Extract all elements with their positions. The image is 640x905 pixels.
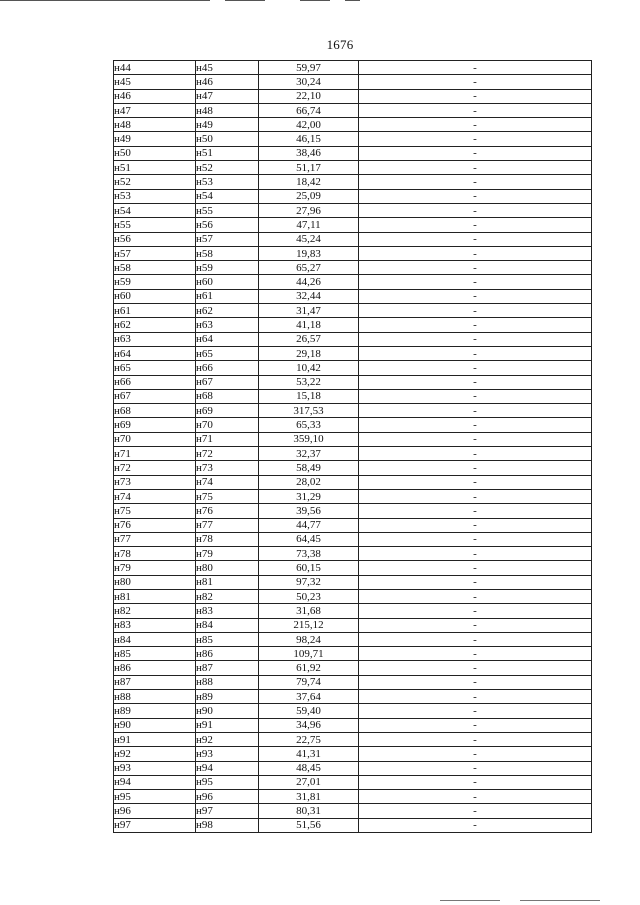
to-point-cell: н89 [196, 690, 259, 704]
from-point-cell: н88 [114, 690, 196, 704]
distance-cell: 31,47 [259, 304, 359, 318]
distance-cell: 10,42 [259, 361, 359, 375]
note-cell: - [359, 661, 592, 675]
distance-cell: 37,64 [259, 690, 359, 704]
distance-cell: 66,74 [259, 103, 359, 117]
from-point-cell: н73 [114, 475, 196, 489]
from-point-cell: н66 [114, 375, 196, 389]
from-point-cell: н84 [114, 632, 196, 646]
table-row [114, 504, 592, 518]
to-point-cell: н63 [196, 318, 259, 332]
table-row [114, 632, 592, 646]
table-row [114, 532, 592, 546]
table-row [114, 89, 592, 103]
from-point-cell: н59 [114, 275, 196, 289]
distance-cell: 29,18 [259, 346, 359, 360]
distance-cell: 26,57 [259, 332, 359, 346]
to-point-cell: н76 [196, 504, 259, 518]
distance-cell: 47,11 [259, 218, 359, 232]
distance-cell: 317,53 [259, 404, 359, 418]
note-cell: - [359, 775, 592, 789]
to-point-cell: н62 [196, 304, 259, 318]
to-point-cell: н71 [196, 432, 259, 446]
note-cell: - [359, 118, 592, 132]
distance-cell: 51,56 [259, 818, 359, 832]
distance-cell: 48,45 [259, 761, 359, 775]
to-point-cell: н97 [196, 804, 259, 818]
distance-cell: 34,96 [259, 718, 359, 732]
to-point-cell: н66 [196, 361, 259, 375]
from-point-cell: н48 [114, 118, 196, 132]
note-cell: - [359, 575, 592, 589]
table-row [114, 103, 592, 117]
note-cell: - [359, 447, 592, 461]
table-row [114, 346, 592, 360]
note-cell: - [359, 675, 592, 689]
distance-cell: 32,44 [259, 289, 359, 303]
distance-cell: 18,42 [259, 175, 359, 189]
note-cell: - [359, 561, 592, 575]
table-row [114, 747, 592, 761]
note-cell: - [359, 461, 592, 475]
from-point-cell: н55 [114, 218, 196, 232]
table-row [114, 146, 592, 160]
table-row [114, 547, 592, 561]
table-row [114, 775, 592, 789]
from-point-cell: н72 [114, 461, 196, 475]
table-row [114, 761, 592, 775]
distance-cell: 27,01 [259, 775, 359, 789]
from-point-cell: н87 [114, 675, 196, 689]
to-point-cell: н86 [196, 647, 259, 661]
to-point-cell: н64 [196, 332, 259, 346]
from-point-cell: н92 [114, 747, 196, 761]
note-cell: - [359, 75, 592, 89]
from-point-cell: н58 [114, 261, 196, 275]
distance-cell: 65,33 [259, 418, 359, 432]
table-body [114, 61, 592, 833]
note-cell: - [359, 275, 592, 289]
from-point-cell: н62 [114, 318, 196, 332]
from-point-cell: н74 [114, 489, 196, 503]
to-point-cell: н72 [196, 447, 259, 461]
to-point-cell: н70 [196, 418, 259, 432]
to-point-cell: н61 [196, 289, 259, 303]
from-point-cell: н68 [114, 404, 196, 418]
distance-cell: 32,37 [259, 447, 359, 461]
note-cell: - [359, 504, 592, 518]
from-point-cell: н46 [114, 89, 196, 103]
from-point-cell: н47 [114, 103, 196, 117]
to-point-cell: н48 [196, 103, 259, 117]
to-point-cell: н91 [196, 718, 259, 732]
from-point-cell: н96 [114, 804, 196, 818]
distance-cell: 45,24 [259, 232, 359, 246]
from-point-cell: н75 [114, 504, 196, 518]
coordinates-table [113, 60, 592, 833]
note-cell: - [359, 261, 592, 275]
note-cell: - [359, 604, 592, 618]
distance-cell: 60,15 [259, 561, 359, 575]
table-row [114, 418, 592, 432]
to-point-cell: н46 [196, 75, 259, 89]
to-point-cell: н96 [196, 790, 259, 804]
note-cell: - [359, 618, 592, 632]
distance-cell: 109,71 [259, 647, 359, 661]
from-point-cell: н67 [114, 389, 196, 403]
from-point-cell: н82 [114, 604, 196, 618]
table-row [114, 389, 592, 403]
to-point-cell: н98 [196, 818, 259, 832]
table-row [114, 75, 592, 89]
from-point-cell: н71 [114, 447, 196, 461]
table-row [114, 804, 592, 818]
distance-cell: 359,10 [259, 432, 359, 446]
to-point-cell: н59 [196, 261, 259, 275]
table-row [114, 618, 592, 632]
from-point-cell: н56 [114, 232, 196, 246]
from-point-cell: н78 [114, 547, 196, 561]
note-cell: - [359, 218, 592, 232]
to-point-cell: н57 [196, 232, 259, 246]
to-point-cell: н90 [196, 704, 259, 718]
distance-cell: 38,46 [259, 146, 359, 160]
to-point-cell: н94 [196, 761, 259, 775]
to-point-cell: н80 [196, 561, 259, 575]
to-point-cell: н58 [196, 246, 259, 260]
note-cell: - [359, 532, 592, 546]
table-row [114, 61, 592, 75]
note-cell: - [359, 189, 592, 203]
to-point-cell: н74 [196, 475, 259, 489]
to-point-cell: н60 [196, 275, 259, 289]
distance-cell: 25,09 [259, 189, 359, 203]
table-row [114, 447, 592, 461]
from-point-cell: н63 [114, 332, 196, 346]
from-point-cell: н76 [114, 518, 196, 532]
note-cell: - [359, 361, 592, 375]
table-row [114, 232, 592, 246]
from-point-cell: н81 [114, 589, 196, 603]
distance-cell: 79,74 [259, 675, 359, 689]
note-cell: - [359, 246, 592, 260]
table-row [114, 675, 592, 689]
distance-cell: 44,77 [259, 518, 359, 532]
note-cell: - [359, 647, 592, 661]
table-row [114, 318, 592, 332]
table-row [114, 218, 592, 232]
note-cell: - [359, 547, 592, 561]
table-row [114, 361, 592, 375]
from-point-cell: н90 [114, 718, 196, 732]
from-point-cell: н50 [114, 146, 196, 160]
to-point-cell: н53 [196, 175, 259, 189]
to-point-cell: н82 [196, 589, 259, 603]
to-point-cell: н65 [196, 346, 259, 360]
table-row [114, 790, 592, 804]
from-point-cell: н65 [114, 361, 196, 375]
table-row [114, 461, 592, 475]
table-row [114, 661, 592, 675]
table-row [114, 718, 592, 732]
table-row [114, 518, 592, 532]
from-point-cell: н86 [114, 661, 196, 675]
table-row [114, 189, 592, 203]
from-point-cell: н60 [114, 289, 196, 303]
table-row [114, 304, 592, 318]
scan-edge-bottom [0, 900, 640, 903]
distance-cell: 41,18 [259, 318, 359, 332]
to-point-cell: н45 [196, 61, 259, 75]
table-row [114, 275, 592, 289]
note-cell: - [359, 61, 592, 75]
note-cell: - [359, 346, 592, 360]
note-cell: - [359, 103, 592, 117]
note-cell: - [359, 747, 592, 761]
distance-cell: 22,10 [259, 89, 359, 103]
to-point-cell: н67 [196, 375, 259, 389]
to-point-cell: н93 [196, 747, 259, 761]
from-point-cell: н61 [114, 304, 196, 318]
from-point-cell: н93 [114, 761, 196, 775]
table-row [114, 175, 592, 189]
from-point-cell: н83 [114, 618, 196, 632]
to-point-cell: н78 [196, 532, 259, 546]
note-cell: - [359, 389, 592, 403]
to-point-cell: н54 [196, 189, 259, 203]
distance-cell: 31,81 [259, 790, 359, 804]
distance-cell: 39,56 [259, 504, 359, 518]
distance-cell: 46,15 [259, 132, 359, 146]
distance-cell: 27,96 [259, 203, 359, 217]
distance-cell: 215,12 [259, 618, 359, 632]
note-cell: - [359, 318, 592, 332]
note-cell: - [359, 518, 592, 532]
to-point-cell: н83 [196, 604, 259, 618]
to-point-cell: н56 [196, 218, 259, 232]
table-row [114, 375, 592, 389]
distance-cell: 98,24 [259, 632, 359, 646]
from-point-cell: н95 [114, 790, 196, 804]
distance-cell: 50,23 [259, 589, 359, 603]
from-point-cell: н45 [114, 75, 196, 89]
to-point-cell: н69 [196, 404, 259, 418]
table-row [114, 203, 592, 217]
note-cell: - [359, 489, 592, 503]
note-cell: - [359, 790, 592, 804]
distance-cell: 58,49 [259, 461, 359, 475]
note-cell: - [359, 289, 592, 303]
from-point-cell: н89 [114, 704, 196, 718]
table-row [114, 561, 592, 575]
to-point-cell: н68 [196, 389, 259, 403]
to-point-cell: н51 [196, 146, 259, 160]
distance-cell: 73,38 [259, 547, 359, 561]
distance-cell: 53,22 [259, 375, 359, 389]
from-point-cell: н85 [114, 647, 196, 661]
from-point-cell: н80 [114, 575, 196, 589]
note-cell: - [359, 304, 592, 318]
table-row [114, 704, 592, 718]
note-cell: - [359, 718, 592, 732]
page-number: 1676 [326, 37, 354, 52]
to-point-cell: н52 [196, 161, 259, 175]
to-point-cell: н85 [196, 632, 259, 646]
to-point-cell: н88 [196, 675, 259, 689]
note-cell: - [359, 146, 592, 160]
note-cell: - [359, 203, 592, 217]
to-point-cell: н84 [196, 618, 259, 632]
note-cell: - [359, 404, 592, 418]
table-row [114, 475, 592, 489]
from-point-cell: н70 [114, 432, 196, 446]
distance-cell: 15,18 [259, 389, 359, 403]
to-point-cell: н50 [196, 132, 259, 146]
from-point-cell: н97 [114, 818, 196, 832]
distance-cell: 51,17 [259, 161, 359, 175]
to-point-cell: н73 [196, 461, 259, 475]
to-point-cell: н81 [196, 575, 259, 589]
note-cell: - [359, 589, 592, 603]
from-point-cell: н54 [114, 203, 196, 217]
table-row [114, 690, 592, 704]
table-row [114, 647, 592, 661]
from-point-cell: н91 [114, 732, 196, 746]
to-point-cell: н77 [196, 518, 259, 532]
note-cell: - [359, 232, 592, 246]
note-cell: - [359, 132, 592, 146]
from-point-cell: н53 [114, 189, 196, 203]
from-point-cell: н64 [114, 346, 196, 360]
table-row [114, 261, 592, 275]
from-point-cell: н49 [114, 132, 196, 146]
distance-cell: 64,45 [259, 532, 359, 546]
to-point-cell: н87 [196, 661, 259, 675]
note-cell: - [359, 632, 592, 646]
note-cell: - [359, 818, 592, 832]
note-cell: - [359, 175, 592, 189]
distance-cell: 41,31 [259, 747, 359, 761]
table-row [114, 732, 592, 746]
note-cell: - [359, 418, 592, 432]
distance-cell: 61,92 [259, 661, 359, 675]
distance-cell: 31,68 [259, 604, 359, 618]
distance-cell: 28,02 [259, 475, 359, 489]
table-row [114, 332, 592, 346]
from-point-cell: н51 [114, 161, 196, 175]
distance-cell: 22,75 [259, 732, 359, 746]
table-row [114, 575, 592, 589]
from-point-cell: н57 [114, 246, 196, 260]
note-cell: - [359, 332, 592, 346]
note-cell: - [359, 161, 592, 175]
from-point-cell: н52 [114, 175, 196, 189]
note-cell: - [359, 804, 592, 818]
table-row [114, 246, 592, 260]
to-point-cell: н49 [196, 118, 259, 132]
distance-cell: 65,27 [259, 261, 359, 275]
distance-cell: 30,24 [259, 75, 359, 89]
to-point-cell: н92 [196, 732, 259, 746]
table-row [114, 489, 592, 503]
note-cell: - [359, 732, 592, 746]
distance-cell: 31,29 [259, 489, 359, 503]
note-cell: - [359, 761, 592, 775]
table-row [114, 132, 592, 146]
note-cell: - [359, 375, 592, 389]
to-point-cell: н79 [196, 547, 259, 561]
distance-cell: 44,26 [259, 275, 359, 289]
note-cell: - [359, 690, 592, 704]
from-point-cell: н79 [114, 561, 196, 575]
note-cell: - [359, 89, 592, 103]
table-row [114, 818, 592, 832]
note-cell: - [359, 475, 592, 489]
note-cell: - [359, 704, 592, 718]
distance-cell: 97,32 [259, 575, 359, 589]
table-row [114, 432, 592, 446]
to-point-cell: н95 [196, 775, 259, 789]
distance-cell: 19,83 [259, 246, 359, 260]
to-point-cell: н55 [196, 203, 259, 217]
table-row [114, 161, 592, 175]
table-row [114, 289, 592, 303]
table-row [114, 118, 592, 132]
distance-cell: 42,00 [259, 118, 359, 132]
from-point-cell: н69 [114, 418, 196, 432]
table-row [114, 589, 592, 603]
note-cell: - [359, 432, 592, 446]
from-point-cell: н94 [114, 775, 196, 789]
scan-edge-top [0, 0, 640, 3]
distance-cell: 80,31 [259, 804, 359, 818]
to-point-cell: н75 [196, 489, 259, 503]
to-point-cell: н47 [196, 89, 259, 103]
from-point-cell: н77 [114, 532, 196, 546]
table-row [114, 604, 592, 618]
from-point-cell: н44 [114, 61, 196, 75]
distance-cell: 59,40 [259, 704, 359, 718]
table-row [114, 404, 592, 418]
distance-cell: 59,97 [259, 61, 359, 75]
